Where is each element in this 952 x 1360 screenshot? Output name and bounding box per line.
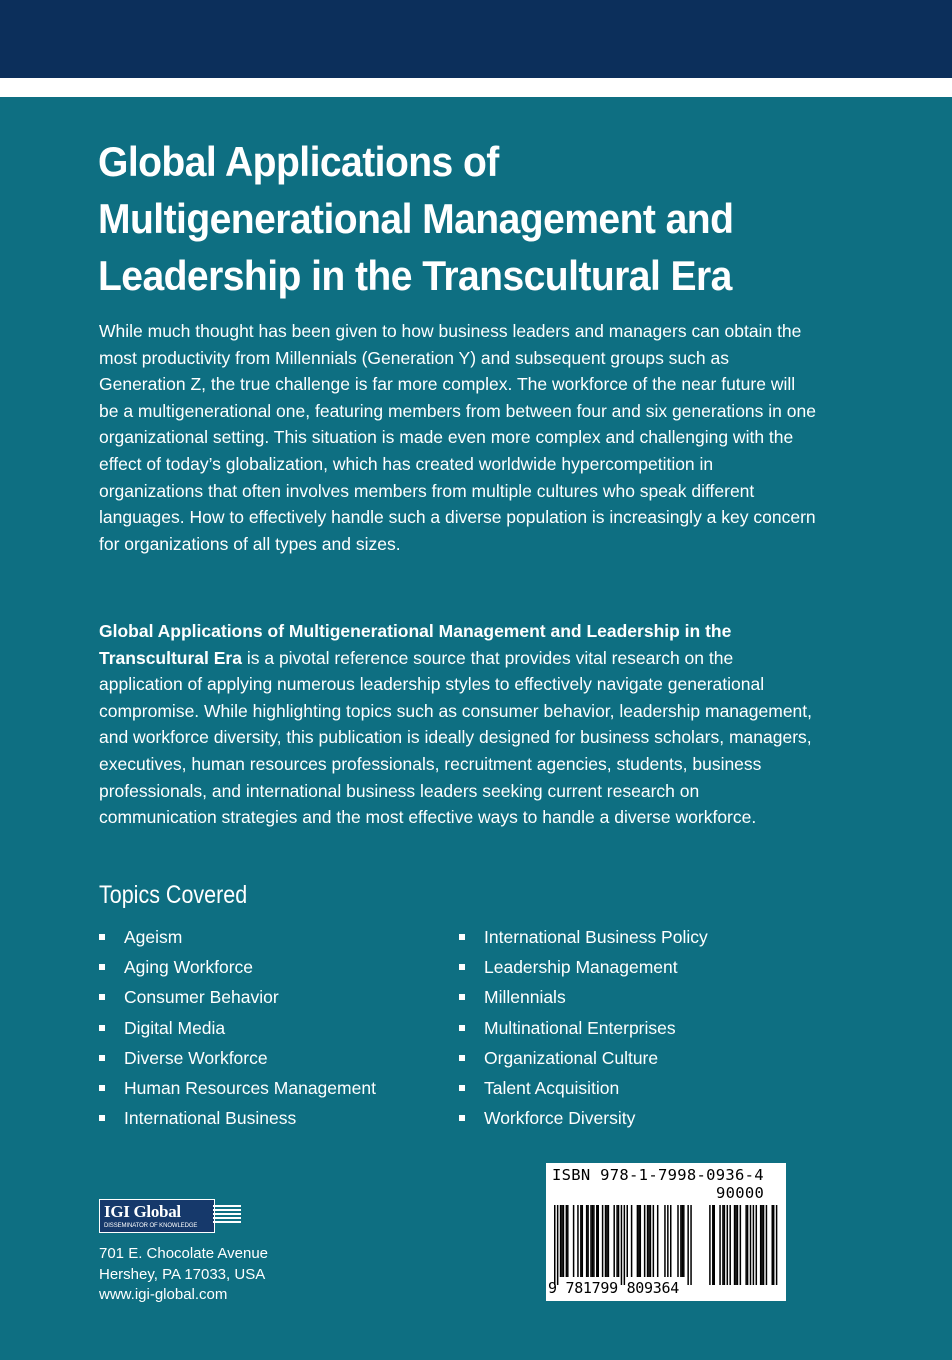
bullet-icon	[99, 964, 105, 970]
barcode-addon-bar	[727, 1205, 729, 1285]
barcode-addon-bar	[772, 1205, 774, 1285]
barcode-bar	[573, 1205, 575, 1277]
bullet-icon	[459, 1115, 465, 1121]
top-band	[0, 0, 952, 78]
barcode-bar	[644, 1205, 646, 1277]
topic-label: Multinational Enterprises	[484, 1017, 676, 1038]
description-paragraph-1: While much thought has been given to how business leaders and managers can obtain the most productivity from Millennials (Generation Y) and subsequent groups such as Generation Z, the true challenge is far more complex. The workforce of the near future will be a multigenerational one, featuring members from between four and six generations in one organizational setting. This situation is made even more complex and challenging with the effect of today’s globalization, which has created worldwide hypercompetition in organizations that often involves members from multiple cultures who speak different languages. How to effectively handle such a diverse population is increasingly a key concern for organizations of all types and sizes.	[99, 321, 816, 554]
topic-label: Leadership Management	[484, 957, 678, 978]
barcode-bar	[647, 1205, 649, 1277]
bullet-icon	[99, 1085, 105, 1091]
barcode-addon-bar	[740, 1205, 742, 1285]
bullet-icon	[99, 1055, 105, 1061]
barcode-addon-bar	[760, 1205, 762, 1285]
bullet-icon	[459, 964, 465, 970]
topic-item	[99, 922, 439, 952]
bullet-icon	[99, 1025, 105, 1031]
topic-item	[459, 952, 799, 982]
logo-stripes-icon	[213, 1205, 241, 1227]
topic-label: International Business Policy	[484, 927, 708, 947]
book-title: Global Applications of Multigenerational Management and Leadership in the Transcultural Era	[98, 138, 734, 299]
white-divider-band	[0, 78, 952, 97]
topics-heading: Topics Covered	[99, 881, 248, 909]
bullet-icon	[99, 994, 105, 1000]
barcode-bar	[664, 1205, 666, 1277]
barcode-bar	[682, 1205, 684, 1277]
bullet-icon	[459, 1025, 465, 1031]
barcode-addon-bar	[745, 1205, 747, 1285]
barcode-bar	[618, 1205, 620, 1277]
address-city: Hershey, PA 17033, USA	[99, 1265, 266, 1283]
barcode-addon-bar	[761, 1205, 763, 1285]
barcode-bar	[650, 1205, 652, 1277]
barcode-bar	[590, 1205, 592, 1277]
topic-item	[459, 1073, 799, 1103]
barcode-bar	[566, 1205, 568, 1277]
barcode-bar	[606, 1205, 608, 1277]
topic-label: Digital Media	[124, 1017, 226, 1038]
topic-label: Aging Workforce	[124, 957, 254, 978]
barcode-addon-bar	[709, 1205, 711, 1285]
topic-label: Organizational Culture	[484, 1047, 659, 1068]
bullet-icon	[459, 994, 465, 1000]
description-paragraph-2	[99, 618, 819, 831]
barcode-bar	[577, 1205, 579, 1277]
barcode-bar	[683, 1205, 685, 1277]
isbn-barcode	[546, 1163, 786, 1301]
barcode-digits: 9 781799 809364	[548, 1279, 679, 1297]
barcode-bar	[560, 1205, 562, 1277]
barcode-bar	[561, 1205, 563, 1277]
barcode-bar	[602, 1205, 604, 1277]
topics-list-right	[459, 922, 799, 1133]
barcode-addon-bar	[714, 1205, 716, 1285]
barcode-bar	[608, 1205, 610, 1277]
barcode-bar	[627, 1205, 629, 1277]
paragraph-2-text: is a pivotal reference source that provides vital research on the application of applying numerous leadership styles to effectively navigate generational compromise. While highlighting topics such as consumer behavior, leadership management, and workforce diversity, this publication is ideally designed for business scholars, managers, executives, human resources professionals, recruitment agencies, students, business professionals, and international business leaders seeking current research on communication strategies and the most effective ways to handle a diverse workforce.	[99, 647, 813, 828]
barcode-addon-bar	[737, 1205, 739, 1285]
barcode-addon-bar	[773, 1205, 775, 1285]
topic-item	[99, 982, 439, 1012]
barcode-addon-bar	[735, 1205, 737, 1285]
barcode-bar	[605, 1205, 607, 1277]
barcode-bar	[690, 1205, 692, 1285]
barcode-bar	[616, 1205, 618, 1277]
barcode-bar	[637, 1205, 639, 1277]
barcode-addon-bar	[722, 1205, 724, 1285]
topic-label: Diverse Workforce	[124, 1047, 268, 1068]
barcode-bar	[587, 1205, 589, 1277]
address-street: 701 E. Chocolate Avenue	[99, 1245, 269, 1262]
topic-item	[459, 982, 799, 1012]
barcode-bar	[680, 1205, 682, 1277]
barcode-addon-bar	[729, 1205, 731, 1285]
logo-box	[99, 1199, 215, 1233]
barcode-bar	[640, 1205, 642, 1277]
topic-label: Workforce Diversity	[484, 1108, 636, 1129]
barcode-bar	[687, 1205, 689, 1285]
barcode-bar	[621, 1205, 623, 1285]
barcode-addon-bar	[747, 1205, 749, 1285]
barcode-addon-bar	[724, 1205, 726, 1285]
price-code: 90000	[716, 1184, 765, 1202]
barcode-addon-bar	[756, 1205, 758, 1285]
topics-list-left	[99, 922, 439, 1133]
publisher-website: www.igi-global.com	[99, 1286, 228, 1303]
topic-item	[459, 922, 799, 952]
topic-label: Talent Acquisition	[484, 1077, 620, 1098]
barcode-bar	[596, 1205, 598, 1277]
barcode-bar	[657, 1205, 659, 1277]
barcode-bar	[653, 1205, 655, 1277]
barcode-bar	[557, 1205, 559, 1285]
barcode-bar	[670, 1205, 672, 1277]
igi-global-logo	[99, 1199, 241, 1233]
topic-item	[99, 1043, 439, 1073]
topic-item	[459, 1013, 799, 1043]
barcode-bar	[648, 1205, 650, 1277]
logo-wordmark: IGI Global	[104, 1202, 181, 1221]
topic-item	[99, 1013, 439, 1043]
barcode-bar	[563, 1205, 565, 1277]
topic-label: Consumer Behavior	[124, 987, 279, 1008]
barcode-bar	[598, 1205, 600, 1277]
barcode-bar	[582, 1205, 584, 1277]
barcode-addon-bar	[776, 1205, 778, 1285]
barcode-bar	[580, 1205, 582, 1277]
barcode-bar	[586, 1205, 588, 1277]
barcode-bar	[677, 1205, 679, 1277]
barcode-addon-bar	[766, 1205, 768, 1285]
bullet-icon	[459, 1085, 465, 1091]
barcode-bar	[567, 1205, 569, 1277]
topic-item	[99, 952, 439, 982]
isbn-label: ISBN 978-1-7998-0936-4	[552, 1166, 764, 1184]
barcode-bar	[638, 1205, 640, 1277]
topic-item	[459, 1103, 799, 1133]
publisher-address	[99, 1244, 268, 1306]
bullet-icon	[459, 934, 465, 940]
topic-label: Millennials	[484, 987, 566, 1008]
topic-item	[99, 1073, 439, 1103]
logo-tagline: DISSEMINATOR OF KNOWLEDGE	[104, 1223, 198, 1229]
barcode-bar	[592, 1205, 594, 1277]
barcode-addon-bar	[753, 1205, 755, 1285]
bullet-icon	[99, 934, 105, 940]
topic-item	[459, 1043, 799, 1073]
topic-label: International Business	[124, 1108, 297, 1129]
barcode-addon-bar	[719, 1205, 721, 1285]
barcode-bar	[631, 1205, 633, 1277]
barcode-bar	[624, 1205, 626, 1285]
bullet-icon	[99, 1115, 105, 1121]
barcode-bar	[554, 1205, 556, 1285]
barcode-bar	[667, 1205, 669, 1277]
bullet-icon	[459, 1055, 465, 1061]
barcode-bar	[593, 1205, 595, 1277]
barcode-bar	[613, 1205, 615, 1277]
topic-label: Human Resources Management	[124, 1077, 376, 1098]
barcode-addon-bar	[712, 1205, 714, 1285]
barcode-addon-bar	[763, 1205, 765, 1285]
barcode-addon-bar	[734, 1205, 736, 1285]
barcode-addon-bar	[750, 1205, 752, 1285]
paragraph-2-book-title: Global Applications of Multigenerational Management and Leadership in the Transcultural Era	[99, 621, 732, 668]
topic-item	[99, 1103, 439, 1133]
topic-label: Ageism	[124, 927, 183, 947]
